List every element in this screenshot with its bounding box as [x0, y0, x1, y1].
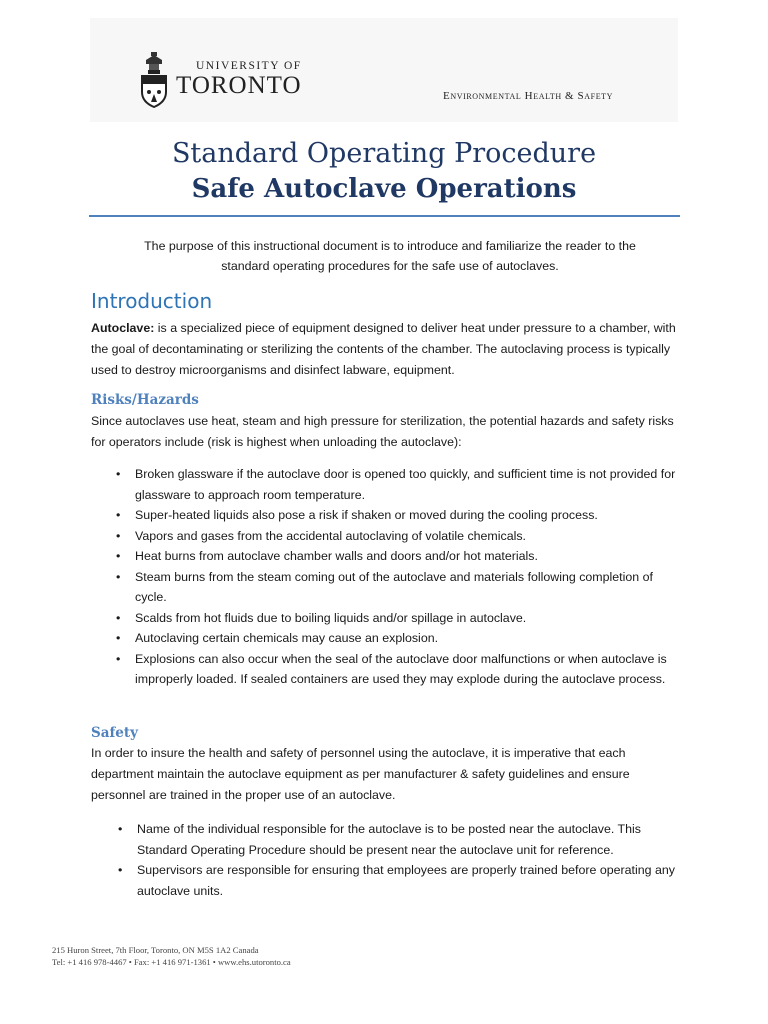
university-of-label: UNIVERSITY OF	[196, 59, 302, 72]
list-item: • Supervisors are responsible for ensuring that employees are properly trained before operating any autoclave units.	[118, 860, 680, 901]
university-name: TORONTO	[176, 71, 302, 99]
list-item: • Broken glassware if the autoclave door is opened too quickly, and sufficient time is not provided for glassware to approach room temperature.	[116, 464, 681, 505]
footer-address: 215 Huron Street, 7th Floor, Toronto, ON M5S 1A2 Canada	[52, 945, 259, 955]
bullet-icon: •	[118, 863, 123, 877]
footer-contact: Tel: +1 416 978-4467 • Fax: +1 416 971-1361 • www.ehs.utoronto.ca	[52, 957, 291, 967]
list-item: • Explosions can also occur when the seal of the autoclave door malfunctions or when autoclave is improperly loaded. If sealed containers are used they may explode during the autoclave process.	[116, 649, 681, 690]
list-item: • Vapors and gases from the accidental autoclaving of volatile chemicals.	[116, 526, 681, 547]
bullet-icon: •	[116, 631, 121, 645]
autoclave-term: Autoclave:	[91, 321, 155, 335]
list-item: • Scalds from hot fluids due to boiling liquids and/or spillage in autoclave.	[116, 608, 681, 629]
list-item: • Autoclaving certain chemicals may cause an explosion.	[116, 628, 681, 649]
list-item: • Heat burns from autoclave chamber walls and doors and/or hot materials.	[116, 546, 681, 567]
safety-list	[118, 819, 680, 901]
risks-list	[116, 464, 681, 690]
purpose-statement: The purpose of this instructional document is to introduce and familiarize the reader to the standard operating procedures for the safe use of autoclaves.	[144, 239, 636, 273]
bullet-icon: •	[116, 569, 121, 584]
department-name: Environmental Health & Safety	[443, 90, 614, 102]
autoclave-definition: is a specialized piece of equipment designed to deliver heat under pressure to a chamber, with the goal of decontaminating or sterilizing the contents of the chamber. The autoclaving process is typically used to destroy microorganisms and disinfect labware, equipment.	[91, 321, 676, 377]
page-footer	[52, 944, 291, 968]
title-divider	[89, 215, 680, 217]
document-title: Standard Operating Procedure	[171, 138, 597, 169]
safety-heading: Safety	[91, 725, 138, 741]
risks-heading: Risks/Hazards	[91, 392, 199, 408]
list-item: • Name of the individual responsible for the autoclave is to be posted near the autoclave. This Standard Operating Procedure should be present near the autoclave unit for reference.	[118, 819, 680, 860]
bullet-icon: •	[116, 651, 121, 666]
list-item: • Super-heated liquids also pose a risk if shaken or moved during the cooling process.	[116, 505, 681, 526]
introduction-paragraph	[91, 318, 681, 381]
list-item: • Steam burns from the steam coming out of the autoclave and materials following completion of cycle.	[116, 567, 681, 608]
crest-icon	[140, 50, 168, 108]
bullet-icon: •	[118, 822, 123, 836]
bullet-icon: •	[116, 508, 121, 522]
introduction-heading: Introduction	[91, 289, 213, 313]
university-logo	[140, 50, 302, 108]
safety-intro: In order to insure the health and safety of personnel using the autoclave, it is imperative that each department maintain the autoclave equipment as per manufacturer & safety guidelines and ensure personnel are trained in the proper use of an autoclave.	[91, 746, 630, 802]
bullet-icon: •	[116, 549, 121, 563]
bullet-icon: •	[116, 467, 121, 481]
bullet-icon: •	[116, 610, 121, 625]
bullet-icon: •	[116, 528, 121, 543]
risks-intro: Since autoclaves use heat, steam and high pressure for sterilization, the potential hazards and safety risks for operators include (risk is highest when unloading the autoclave):	[91, 414, 674, 449]
document-subtitle: Safe Autoclave Operations	[191, 174, 577, 204]
